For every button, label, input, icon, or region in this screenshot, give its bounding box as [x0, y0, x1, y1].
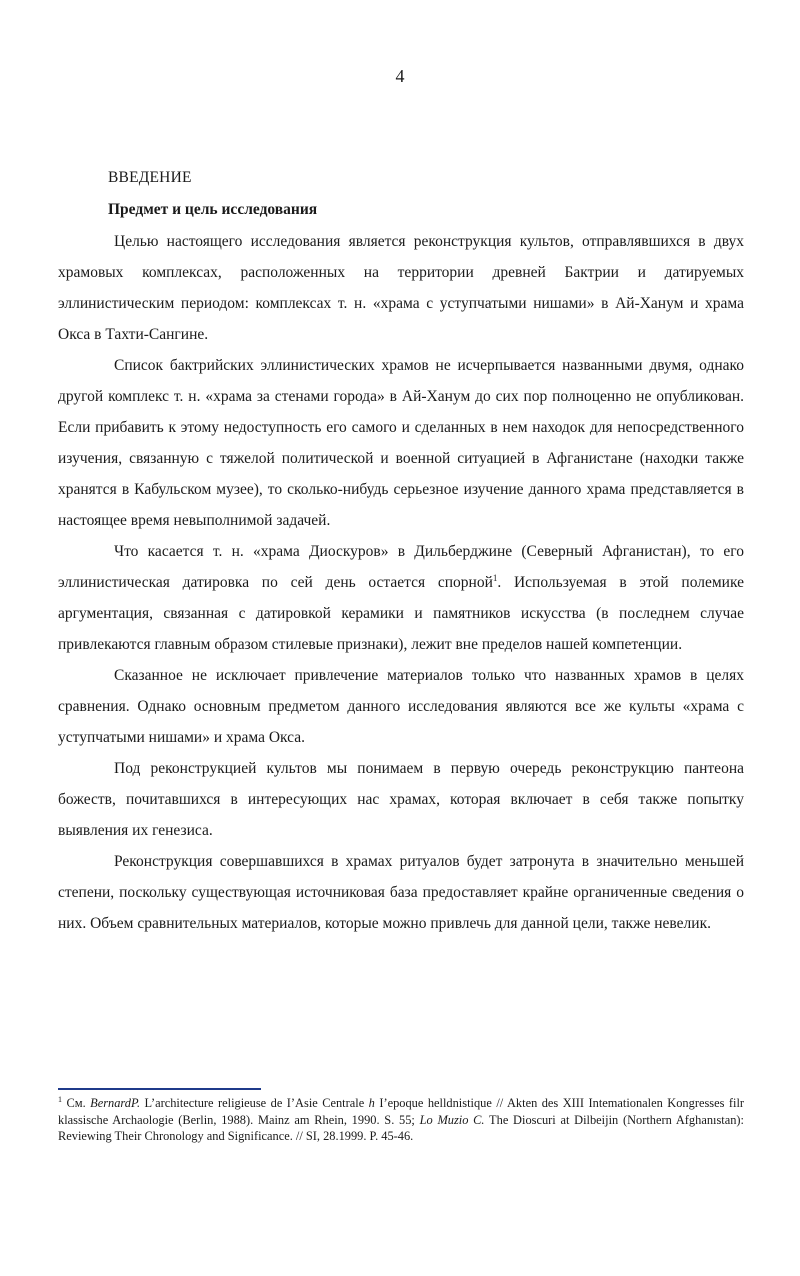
body-text: [58, 226, 744, 939]
footnote-marker: 1: [58, 1094, 62, 1104]
section-heading: ВВЕДЕНИЕ: [108, 169, 192, 186]
paragraph-text: Что касается т. н. «храма Диоскуров» в Дильберджине (Северный Афганистан), то его эллинистическая датировка по сей день остается спорной: [58, 543, 744, 591]
footnote-text: См.: [62, 1096, 91, 1110]
footnote-text: L’architecture religieuse de I’Asie Centrale: [140, 1096, 369, 1110]
paragraph-text: . Используемая в этой полемике аргументация, связанная с датировкой керамики и памятников искусства (в последнем случае привлекаются главным образом стилевые признаки), лежит вне пределов нашей компетенции.: [58, 574, 744, 653]
footnote-reference[interactable]: 1: [492, 572, 498, 583]
subsection-heading: Предмет и цель исследования: [108, 201, 318, 218]
paragraph: Список бактрийских эллинистических храмов не исчерпывается названными двумя, однако другой комплекс т. н. «храма за стенами города» в Ай-Ханум до сих пор полноценно не опубликован. Если прибавить к этому недоступность его самого и сделанных в нем находок для непосредственного изучения, связанную с тяжелой политической и военной ситуацией в Афганистане (находки также хранятся в Кабульском музее), то сколько-нибудь серьезное изучение данного храма представляется в настоящее время невыполнимой задачей.: [58, 357, 744, 529]
footnote: [58, 1095, 744, 1145]
page-number: 4: [395, 66, 405, 86]
footnote-text: I’epoque helldnistique // Akten des XIII Intemationalen Kongresses filr klassische Archaologie (Berlin, 1988). Mainz am Rhein, 1990. S. 55;: [58, 1096, 745, 1127]
footnote-separator: [58, 1088, 261, 1090]
footnote-glyph: h: [368, 1096, 375, 1110]
paragraph: Сказанное не исключает привлечение материалов только что названных храмов в целях сравнения. Однако основным предметом данного исследования являются все же культы «храма с уступчатыми нишами» и храма Окса.: [58, 667, 744, 746]
paragraph: Под реконструкцией культов мы понимаем в первую очередь реконструкцию пантеона божеств, почитавшихся в интересующих нас храмах, которая включает в себя также попытку выявления их генезиса.: [58, 760, 744, 839]
footnote-author: Lo Muzio C.: [419, 1112, 485, 1127]
footnote-author: BernardP.: [90, 1096, 141, 1110]
paragraph: Целью настоящего исследования является реконструкция культов, отправлявшихся в двух храмовых комплексах, расположенных на территории древней Бактрии и датируемых эллинистическим периодом: комплексах т. н. «храма с уступчатыми нишами» в Ай-Ханум и храма Окса в Тахти-Сангине.: [58, 233, 744, 343]
paragraph: Реконструкция совершавшихся в храмах ритуалов будет затронута в значительно меньшей степени, поскольку существующая источниковая база предоставляет крайне органиченные сведения о них. Объем сравнительных материалов, которые можно привлечь для данной цели, также невелик.: [58, 853, 744, 932]
footnote-text: The Dioscuri at Dilbeijin (Northern Afghanıstan): Reviewing Their Chronology and Significance. // SI, 28.1999. P. 45-46.: [58, 1112, 744, 1143]
paragraph: [58, 536, 744, 660]
